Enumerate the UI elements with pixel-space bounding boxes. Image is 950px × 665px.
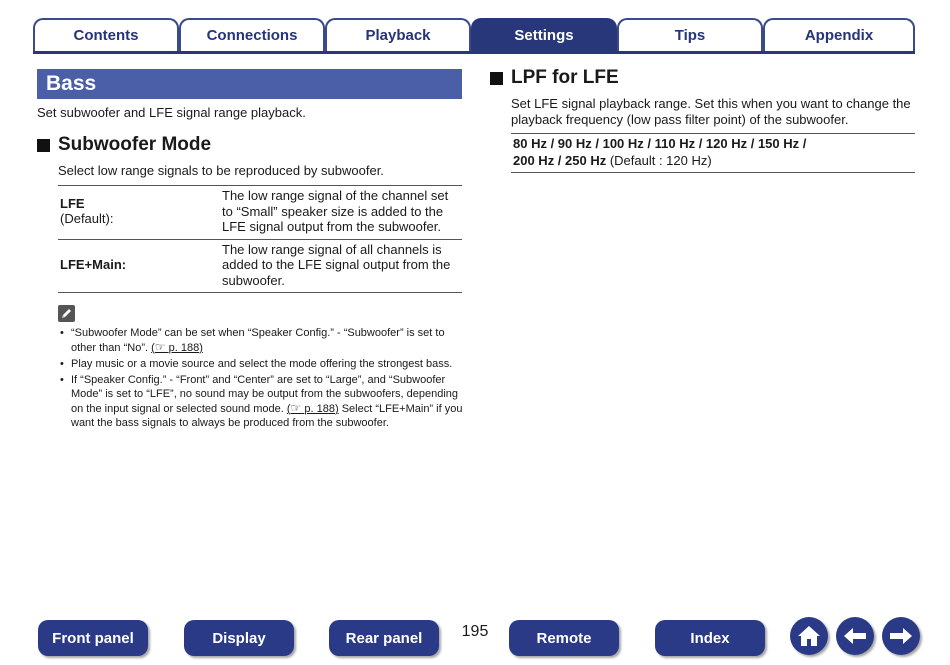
home-button[interactable] — [790, 617, 828, 655]
note-text: “Subwoofer Mode” can be set when “Speaker Config.” - “Subwoofer” is set to other than “No”. — [71, 327, 445, 354]
tab-bar — [33, 18, 915, 54]
lpf-options — [511, 133, 915, 173]
option-default-label: (Default): — [60, 211, 114, 227]
notes-list — [60, 326, 465, 432]
page-reference-link[interactable]: (☞ p. 188) — [286, 401, 339, 415]
lpf-heading — [490, 67, 619, 89]
bullet-square-icon — [490, 72, 503, 85]
hand-pointer-icon: ☞ — [154, 340, 166, 354]
note-icon — [58, 305, 75, 322]
tab-contents[interactable]: Contents — [33, 18, 179, 51]
option-lfe-main: LFE+Main: — [60, 257, 127, 273]
page-ref-text: p. 188 — [168, 342, 200, 354]
note-text: If “Speaker Config.” - “Front” and “Center” are set to “Large”, and “Subwoofer Mode” is set to “LFE”, no sound may be output from the subwoofers, depending on the input signal or selected sound mode. — [71, 374, 459, 415]
home-icon — [796, 624, 822, 648]
tab-underline — [33, 51, 915, 54]
index-button[interactable]: Index — [655, 620, 765, 656]
subwoofer-mode-desc: Select low range signals to be reproduced by subwoofer. — [58, 163, 384, 178]
row-key — [58, 188, 222, 235]
note-item — [60, 326, 465, 355]
tab-tips[interactable]: Tips — [617, 18, 763, 51]
subwoofer-mode-table — [58, 185, 462, 293]
subwoofer-mode-heading-text: Subwoofer Mode — [58, 134, 212, 155]
table-row — [58, 185, 462, 239]
remote-button[interactable]: Remote — [509, 620, 619, 656]
tab-connections[interactable]: Connections — [179, 18, 325, 51]
lpf-options-line1: 80 Hz / 90 Hz / 100 Hz / 110 Hz / 120 Hz / 150 Hz / — [513, 136, 807, 151]
tab-settings[interactable]: Settings — [471, 18, 617, 51]
subwoofer-mode-heading — [37, 134, 211, 156]
lpf-desc: Set LFE signal playback range. Set this when you want to change the playback frequency (low pass filter point) of the subwoofer. — [511, 96, 911, 127]
lpf-heading-text: LPF for LFE — [511, 67, 619, 88]
table-row — [58, 239, 462, 294]
forward-button[interactable] — [882, 617, 920, 655]
option-lfe: LFE — [60, 196, 85, 212]
page-ref-text: p. 188 — [304, 403, 335, 415]
hand-pointer-icon: ☞ — [290, 401, 302, 415]
lpf-options-line2: 200 Hz / 250 Hz — [513, 152, 607, 168]
note-item — [60, 373, 465, 430]
lpf-default: (Default : 120 Hz) — [606, 152, 712, 168]
section-title-bass: Bass — [37, 69, 462, 99]
note-text: Play music or a movie source and select the mode offering the strongest bass. — [71, 358, 453, 370]
row-value: The low range signal of the channel set to “Small” speaker size is added to the LFE signal output from the subwoofer. — [222, 188, 449, 234]
tab-playback[interactable]: Playback — [325, 18, 471, 51]
tab-appendix[interactable]: Appendix — [763, 18, 915, 51]
rear-panel-button[interactable]: Rear panel — [329, 620, 439, 656]
front-panel-button[interactable]: Front panel — [38, 620, 148, 656]
note-text: Select “LFE+Main” if you want the bass signals to always be produced from the subwoofer. — [71, 403, 463, 429]
display-button[interactable]: Display — [184, 620, 294, 656]
bass-intro: Set subwoofer and LFE signal range playback. — [37, 105, 306, 120]
forward-arrow-icon — [888, 626, 914, 646]
back-button[interactable] — [836, 617, 874, 655]
row-value: The low range signal of all channels is added to the LFE signal output from the subwoofer. — [222, 241, 451, 288]
row-key — [58, 242, 222, 289]
bullet-square-icon — [37, 139, 50, 152]
back-arrow-icon — [842, 626, 868, 646]
page-number: 195 — [461, 623, 489, 640]
note-item — [60, 357, 465, 371]
page-reference-link[interactable]: (☞ p. 188) — [151, 340, 203, 354]
